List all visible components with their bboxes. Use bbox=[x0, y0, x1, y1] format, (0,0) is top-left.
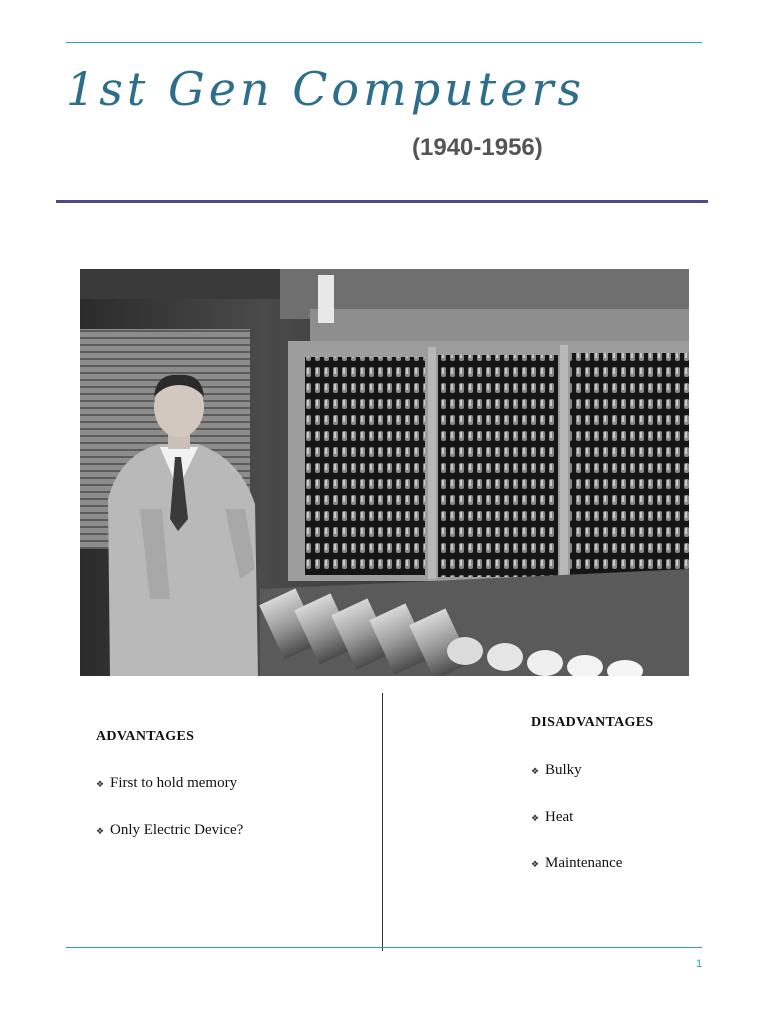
advantage-text: Only Electric Device? bbox=[110, 821, 244, 838]
diamond-bullet-icon: ❖ bbox=[531, 766, 540, 776]
list-item bbox=[96, 822, 243, 869]
advantage-text: First to hold memory bbox=[110, 775, 238, 791]
photo-illustration bbox=[80, 269, 689, 676]
top-rule bbox=[66, 42, 702, 43]
page-title: 1st Gen Computers bbox=[66, 62, 586, 116]
disadvantages-heading: DISADVANTAGES bbox=[531, 715, 654, 730]
list-item bbox=[531, 809, 622, 856]
page-subtitle: (1940-1956) bbox=[412, 134, 543, 161]
historic-computer-photo bbox=[80, 269, 689, 676]
disadvantage-text: Heat bbox=[545, 808, 574, 825]
diamond-bullet-icon: ❖ bbox=[96, 825, 105, 836]
bottom-rule bbox=[66, 947, 702, 948]
diamond-bullet-icon: ❖ bbox=[531, 812, 540, 823]
list-item bbox=[531, 762, 622, 809]
diamond-bullet-icon: ❖ bbox=[531, 859, 540, 869]
advantages-heading: ADVANTAGES bbox=[96, 729, 195, 744]
page-number: 1 bbox=[696, 958, 703, 970]
title-divider bbox=[56, 200, 708, 203]
list-item bbox=[531, 855, 622, 902]
diamond-bullet-icon: ❖ bbox=[96, 779, 105, 789]
list-item bbox=[96, 775, 243, 822]
disadvantage-text: Maintenance bbox=[545, 855, 623, 871]
column-divider bbox=[382, 693, 383, 951]
advantages-list bbox=[96, 775, 243, 868]
disadvantages-list bbox=[531, 762, 622, 902]
disadvantage-text: Bulky bbox=[545, 762, 582, 778]
